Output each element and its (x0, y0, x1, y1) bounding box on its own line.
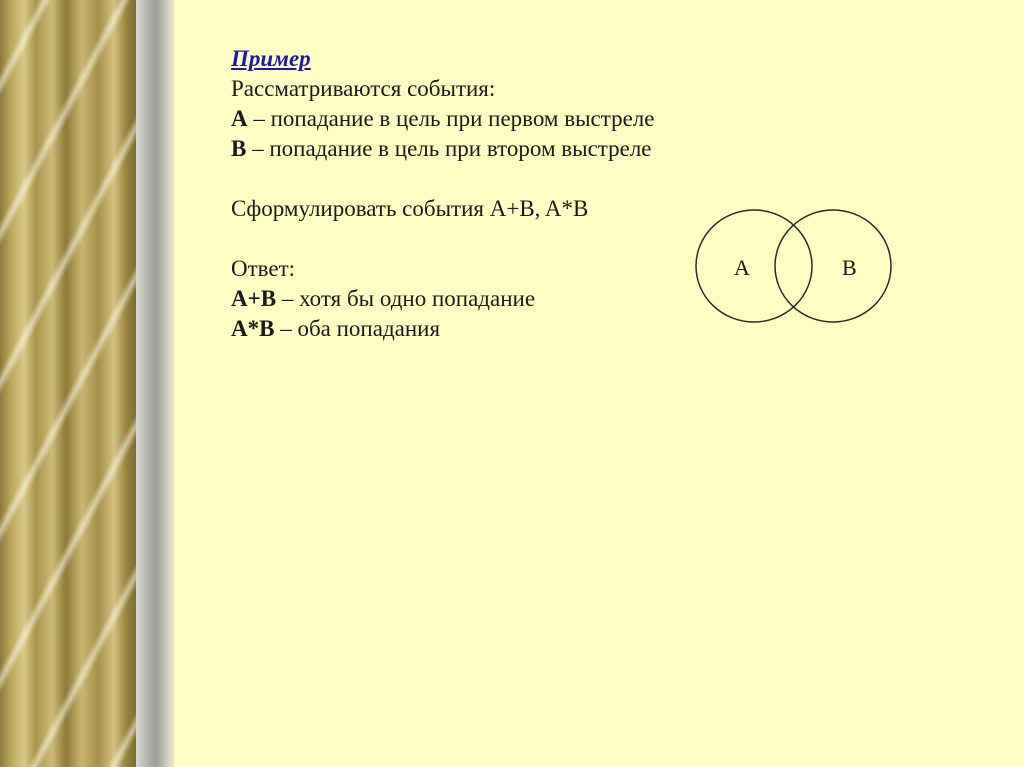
venn-circle-b (775, 210, 891, 322)
answer-product-text: – оба попадания (274, 316, 441, 341)
venn-diagram (690, 205, 900, 327)
answer-sum-term: A+B (231, 286, 277, 311)
venn-circle-a (696, 210, 812, 322)
slide-content (231, 44, 691, 344)
venn-label-a: A (734, 255, 750, 280)
answer-label: Ответ: (231, 256, 296, 281)
venn-label-b: B (842, 255, 857, 280)
slide-title: Пример (231, 46, 311, 71)
answer-product-term: A*B (231, 316, 275, 341)
event-a-text: – попадание в цель при первом выстреле (247, 106, 655, 131)
spacer (231, 224, 691, 254)
decorative-left-band (0, 0, 136, 767)
event-a-term: A (231, 106, 248, 131)
spacer (231, 164, 691, 194)
event-b-term: B (231, 136, 247, 161)
answer-sum-text: – хотя бы одно попадание (276, 286, 536, 311)
intro-text: Рассматриваются события: (231, 76, 496, 101)
task-text: Сформулировать события A+B, A*B (231, 196, 589, 221)
answer-sum-line (231, 284, 691, 314)
event-b-line (231, 134, 691, 164)
answer-product-line (231, 314, 691, 344)
decorative-shadow-band (136, 0, 174, 767)
event-b-text: – попадание в цель при втором выстреле (246, 136, 652, 161)
event-a-line (231, 104, 691, 134)
